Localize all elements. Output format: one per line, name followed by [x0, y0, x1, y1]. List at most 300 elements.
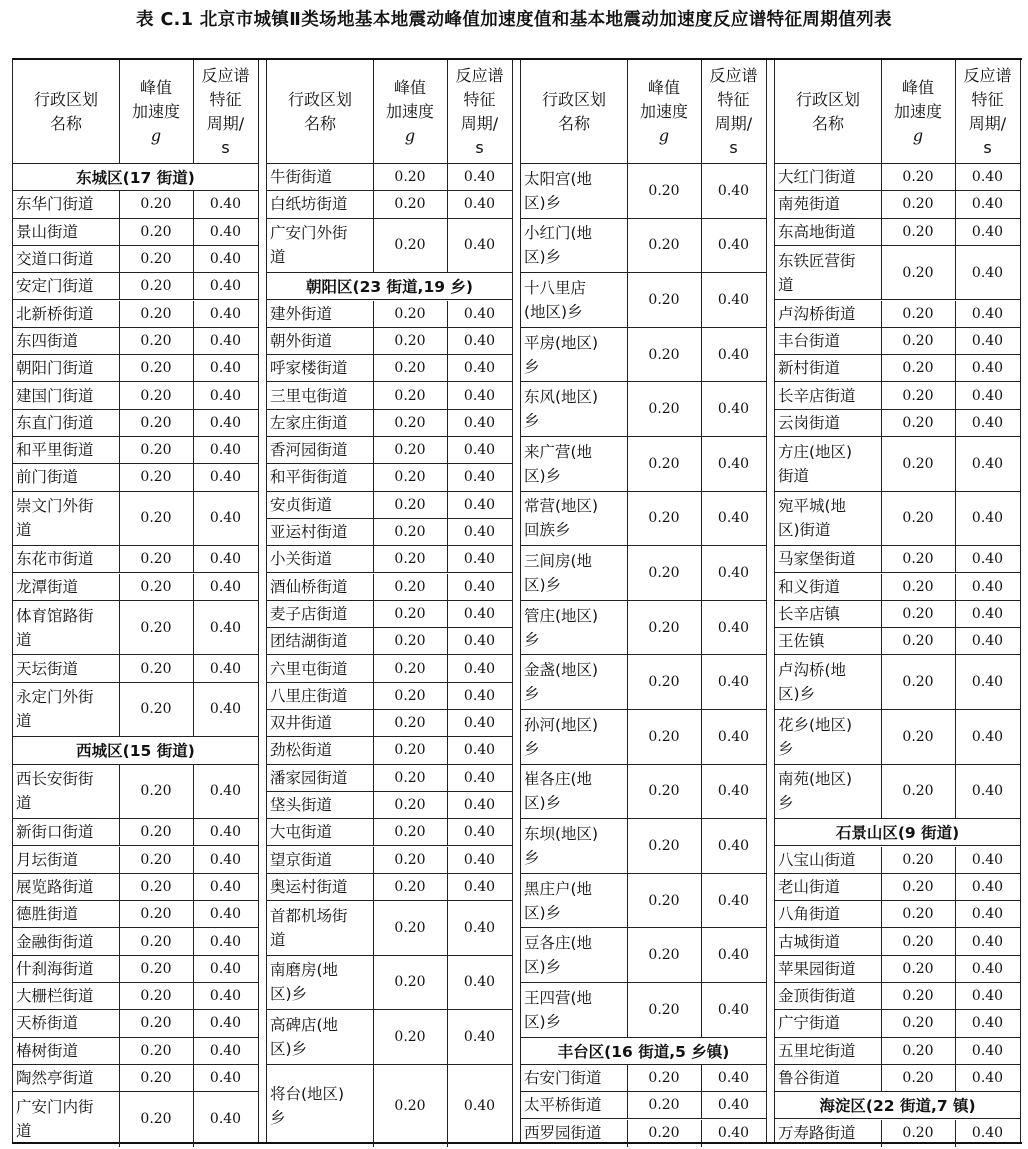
column-divider: [701, 164, 702, 218]
table-row: [775, 164, 1020, 191]
period-value: 0.40: [971, 960, 1004, 977]
column-divider: [701, 765, 702, 819]
column-divider: [119, 546, 120, 572]
region-name: 金顶街街道: [778, 987, 856, 1006]
header-pga-line: 峰值: [647, 78, 680, 97]
period-value: 0.40: [209, 906, 242, 923]
column-divider: [373, 655, 374, 681]
period-value: 0.40: [209, 933, 242, 950]
column-divider: [119, 819, 120, 845]
period-value: 0.40: [971, 906, 1004, 923]
region-name: 方庄(地区) 街道: [778, 442, 853, 485]
column-divider: [447, 683, 448, 709]
table-row: [267, 574, 512, 601]
period-value: 0.40: [209, 960, 242, 977]
region-name: 长辛店街道: [778, 386, 856, 405]
period-value: 0.40: [463, 237, 496, 254]
region-name: 麦子店街道: [270, 604, 348, 623]
table-row: [267, 737, 512, 764]
column-divider: [881, 574, 882, 600]
table-row: [267, 601, 512, 628]
column-divider: [447, 765, 448, 791]
pga-value: 0.20: [648, 619, 680, 636]
column-divider: [373, 710, 374, 736]
section-title: 朝阳区(23 街道,19 乡): [306, 278, 473, 297]
header-pga-line: 峰值: [393, 78, 426, 97]
region-name: 金融街街道: [16, 932, 94, 951]
region-name: 垡头街道: [270, 796, 333, 815]
pga-value: 0.20: [394, 442, 426, 459]
pga-value: 0.20: [394, 1097, 426, 1114]
pga-value: 0.20: [902, 223, 934, 240]
period-value: 0.40: [971, 674, 1004, 691]
header-period: [447, 60, 512, 164]
column-divider: [447, 655, 448, 681]
period-value: 0.40: [971, 988, 1004, 1005]
period-value: 0.40: [209, 1015, 242, 1032]
region-name: 老山街道: [778, 877, 841, 896]
column-divider: [627, 1120, 628, 1147]
period-value: 0.40: [971, 414, 1004, 431]
pga-value: 0.20: [648, 291, 680, 308]
table-row: [267, 164, 512, 191]
region-name: 六里屯街道: [270, 659, 348, 678]
pga-value: 0.20: [394, 633, 426, 650]
header-period-line: s: [729, 138, 738, 157]
region-name: 南苑街道: [778, 195, 841, 214]
header-pga: [373, 60, 447, 164]
header-pga: [881, 60, 955, 164]
column-divider: [701, 928, 702, 982]
column-divider: [193, 328, 194, 354]
column-divider: [881, 219, 882, 245]
column-divider: [373, 355, 374, 381]
header-name: [13, 60, 119, 164]
column-divider: [193, 983, 194, 1009]
column-divider: [119, 901, 120, 927]
column-divider: [881, 928, 882, 954]
column-divider: [119, 60, 120, 163]
column-divider: [119, 1010, 120, 1036]
period-value: 0.40: [971, 578, 1004, 595]
column-divider: [627, 382, 628, 436]
period-value: 0.40: [717, 674, 750, 691]
column-divider: [193, 874, 194, 900]
column-divider: [701, 60, 702, 163]
header-period: [193, 60, 258, 164]
table-row: [13, 574, 258, 601]
region-name: 朝外街道: [270, 331, 333, 350]
period-value: 0.40: [971, 878, 1004, 895]
table-row: [775, 874, 1020, 901]
region-name: 东高地街道: [778, 222, 856, 241]
column-divider: [447, 328, 448, 354]
pga-value: 0.20: [394, 414, 426, 431]
table-column: [266, 60, 513, 1142]
period-value: 0.40: [463, 524, 496, 541]
period-value: 0.40: [717, 1070, 750, 1087]
period-value: 0.40: [209, 701, 242, 718]
column-divider: [881, 437, 882, 491]
table-row: [13, 1038, 258, 1065]
column-divider: [447, 710, 448, 736]
region-name: 苹果园街道: [778, 959, 856, 978]
column-divider: [193, 1065, 194, 1091]
column-divider: [955, 1038, 956, 1064]
pga-value: 0.20: [140, 251, 172, 268]
region-name: 将台(地区) 乡: [270, 1084, 345, 1127]
column-divider: [701, 273, 702, 327]
table-row: [521, 492, 766, 547]
table-row: [775, 437, 1020, 492]
column-divider: [627, 1065, 628, 1091]
region-name: 马家堡街道: [778, 550, 856, 569]
region-name: 和平街街道: [270, 468, 348, 487]
section-title: 石景山区(9 街道): [835, 824, 960, 843]
pga-value: 0.20: [140, 960, 172, 977]
region-name: 八里庄街道: [270, 686, 348, 705]
pga-value: 0.20: [394, 387, 426, 404]
region-name: 望京街道: [270, 850, 333, 869]
pga-value: 0.20: [902, 851, 934, 868]
header-pga-line: g: [404, 126, 416, 145]
column-divider: [447, 792, 448, 818]
region-name: 高碑店(地 区)乡: [270, 1016, 339, 1059]
region-name: 交道口街道: [16, 250, 94, 269]
column-divider: [955, 847, 956, 873]
pga-value: 0.20: [648, 1001, 680, 1018]
period-value: 0.40: [717, 401, 750, 418]
pga-value: 0.20: [140, 1070, 172, 1087]
header-name: [267, 60, 373, 164]
pga-value: 0.20: [648, 510, 680, 527]
column-divider: [881, 301, 882, 327]
header-period-line: 反应谱: [963, 66, 1012, 85]
column-divider: [119, 928, 120, 954]
column-divider: [881, 1010, 882, 1036]
period-value: 0.40: [971, 264, 1004, 281]
table-row: [775, 246, 1020, 301]
column-divider: [447, 492, 448, 518]
table-row: [521, 765, 766, 820]
column-divider: [627, 219, 628, 273]
period-value: 0.40: [463, 332, 496, 349]
pga-value: 0.20: [394, 878, 426, 895]
period-value: 0.40: [209, 824, 242, 841]
region-name: 酒仙桥街道: [270, 577, 348, 596]
period-value: 0.40: [463, 919, 496, 936]
table-row: [267, 191, 512, 218]
period-value: 0.40: [463, 769, 496, 786]
region-name: 朝阳门街道: [16, 359, 94, 378]
column-header: [775, 60, 1020, 164]
table-column: [520, 60, 767, 1142]
header-pga-line: g: [912, 126, 924, 145]
region-name: 崔各庄(地 区)乡: [524, 770, 593, 813]
pga-value: 0.20: [902, 1015, 934, 1032]
pga-value: 0.20: [648, 455, 680, 472]
pga-value: 0.20: [140, 824, 172, 841]
pga-value: 0.20: [394, 824, 426, 841]
column-divider: [373, 628, 374, 654]
period-value: 0.40: [463, 551, 496, 568]
header-period: [701, 60, 766, 164]
period-value: 0.40: [209, 223, 242, 240]
pga-value: 0.20: [140, 305, 172, 322]
region-name: 建外街道: [270, 304, 333, 323]
period-value: 0.40: [971, 360, 1004, 377]
period-value: 0.40: [717, 510, 750, 527]
region-name: 丰台街道: [778, 331, 841, 350]
column-divider: [447, 1010, 448, 1064]
column-divider: [881, 601, 882, 627]
header-pga-line: g: [150, 126, 162, 145]
column-header: [521, 60, 766, 164]
column-divider: [627, 546, 628, 600]
column-divider: [955, 628, 956, 654]
period-value: 0.40: [209, 442, 242, 459]
table-row: [775, 847, 1020, 874]
region-name: 天桥街道: [16, 1014, 79, 1033]
table-row: [521, 1092, 766, 1119]
column-divider: [881, 628, 882, 654]
period-value: 0.40: [717, 455, 750, 472]
region-name: 东直门街道: [16, 413, 94, 432]
column-divider: [701, 710, 702, 764]
period-value: 0.40: [717, 182, 750, 199]
table-row: [13, 874, 258, 901]
period-value: 0.40: [463, 169, 496, 186]
table-row: [13, 956, 258, 983]
table-row: [13, 219, 258, 246]
header-pga-line: 峰值: [139, 78, 172, 97]
period-value: 0.40: [463, 878, 496, 895]
section-header-row: [521, 1038, 766, 1065]
pga-value: 0.20: [648, 783, 680, 800]
column-divider: [373, 765, 374, 791]
column-divider: [119, 601, 120, 655]
table-row: [267, 765, 512, 792]
region-name: 前门街道: [16, 468, 79, 487]
column-divider: [881, 874, 882, 900]
period-value: 0.40: [463, 633, 496, 650]
header-name-line: 名称: [557, 114, 590, 133]
pga-value: 0.20: [394, 305, 426, 322]
pga-value: 0.20: [902, 455, 934, 472]
pga-value: 0.20: [394, 797, 426, 814]
pga-value: 0.20: [648, 1125, 680, 1142]
column-divider: [373, 410, 374, 436]
table-row: [267, 355, 512, 382]
column-divider: [627, 983, 628, 1037]
period-value: 0.40: [971, 305, 1004, 322]
table-row: [13, 464, 258, 491]
table-row: [267, 464, 512, 491]
column-divider: [373, 737, 374, 763]
period-value: 0.40: [463, 578, 496, 595]
column-divider: [955, 355, 956, 381]
header-period-line: s: [983, 138, 992, 157]
pga-value: 0.20: [902, 196, 934, 213]
column-divider: [373, 164, 374, 190]
header-name-line: 名称: [49, 114, 82, 133]
column-divider: [627, 655, 628, 709]
column-divider: [373, 60, 374, 163]
region-name: 平房(地区) 乡: [524, 333, 599, 376]
region-name: 花乡(地区) 乡: [778, 715, 853, 758]
column-divider: [193, 382, 194, 408]
column-divider: [447, 1065, 448, 1147]
table-row: [521, 328, 766, 383]
column-divider: [955, 191, 956, 217]
header-pga: [119, 60, 193, 164]
table-row: [267, 410, 512, 437]
column-divider: [447, 874, 448, 900]
column-divider: [119, 655, 120, 681]
pga-value: 0.20: [140, 878, 172, 895]
column-divider: [955, 710, 956, 764]
pga-value: 0.20: [902, 1070, 934, 1087]
column-divider: [193, 464, 194, 490]
column-divider: [119, 382, 120, 408]
pga-value: 0.20: [394, 605, 426, 622]
table-row: [267, 519, 512, 546]
region-name: 月坛街道: [16, 850, 79, 869]
column-divider: [955, 164, 956, 190]
pga-value: 0.20: [902, 960, 934, 977]
table-row: [13, 301, 258, 328]
table-row: [267, 956, 512, 1011]
table-row: [775, 710, 1020, 765]
table-row: [775, 492, 1020, 547]
header-period-line: s: [475, 138, 484, 157]
pga-value: 0.20: [140, 551, 172, 568]
pga-value: 0.20: [648, 728, 680, 745]
header-period-line: 周期/: [714, 114, 753, 133]
pga-value: 0.20: [648, 674, 680, 691]
pga-value: 0.20: [394, 360, 426, 377]
pga-value: 0.20: [394, 1029, 426, 1046]
column-divider: [701, 328, 702, 382]
table-row: [13, 847, 258, 874]
pga-value: 0.20: [648, 182, 680, 199]
pga-value: 0.20: [140, 387, 172, 404]
period-value: 0.40: [463, 387, 496, 404]
region-name: 太阳宫(地 区)乡: [524, 169, 593, 212]
region-name: 太平桥街道: [524, 1096, 602, 1115]
column-divider: [447, 574, 448, 600]
column-divider: [881, 710, 882, 764]
column-divider: [447, 628, 448, 654]
region-name: 十八里店 (地区)乡: [524, 278, 587, 321]
pga-value: 0.20: [140, 851, 172, 868]
pga-value: 0.20: [648, 1070, 680, 1087]
region-name: 和平里街道: [16, 441, 94, 460]
column-divider: [447, 737, 448, 763]
pga-value: 0.20: [140, 196, 172, 213]
column-divider: [955, 1065, 956, 1091]
period-value: 0.40: [463, 824, 496, 841]
period-value: 0.40: [971, 387, 1004, 404]
region-name: 卢沟桥街道: [778, 304, 856, 323]
column-divider: [193, 655, 194, 681]
pga-value: 0.20: [394, 851, 426, 868]
table-row: [13, 246, 258, 273]
column-divider: [881, 492, 882, 546]
region-name: 体育馆路街 道: [16, 606, 94, 649]
column-divider: [881, 956, 882, 982]
table-row: [267, 492, 512, 519]
period-value: 0.40: [717, 237, 750, 254]
column-divider: [373, 574, 374, 600]
column-divider: [881, 246, 882, 300]
column-divider: [119, 355, 120, 381]
column-divider: [701, 492, 702, 546]
column-header: [13, 60, 258, 164]
region-name: 广安门外街 道: [270, 224, 348, 267]
table-row: [521, 983, 766, 1038]
table-row: [775, 655, 1020, 710]
table-row: [13, 437, 258, 464]
pga-value: 0.20: [902, 414, 934, 431]
region-name: 西长安街街 道: [16, 770, 94, 813]
header-name-line: 名称: [303, 114, 336, 133]
region-name: 云岗街道: [778, 413, 841, 432]
period-value: 0.40: [209, 278, 242, 295]
region-name: 呼家楼街道: [270, 359, 348, 378]
column-divider: [447, 410, 448, 436]
pga-value: 0.20: [140, 906, 172, 923]
column-divider: [193, 246, 194, 272]
pga-value: 0.20: [394, 578, 426, 595]
column-divider: [193, 683, 194, 737]
table-row: [267, 382, 512, 409]
table-row: [521, 273, 766, 328]
column-divider: [881, 546, 882, 572]
region-name: 大屯街道: [270, 823, 333, 842]
table-row: [267, 819, 512, 846]
pga-value: 0.20: [140, 414, 172, 431]
column-divider: [119, 464, 120, 490]
pga-value: 0.20: [394, 687, 426, 704]
period-value: 0.40: [209, 360, 242, 377]
region-name: 管庄(地区) 乡: [524, 606, 599, 649]
column-divider: [193, 410, 194, 436]
region-name: 德胜街道: [16, 905, 79, 924]
section-title: 丰台区(16 街道,5 乡镇): [557, 1042, 730, 1061]
pga-value: 0.20: [902, 305, 934, 322]
period-value: 0.40: [209, 251, 242, 268]
column-divider: [193, 601, 194, 655]
region-name: 宛平城(地 区)街道: [778, 497, 847, 540]
pga-value: 0.20: [394, 551, 426, 568]
pga-value: 0.20: [140, 442, 172, 459]
pga-value: 0.20: [140, 469, 172, 486]
region-name: 八宝山街道: [778, 850, 856, 869]
region-name: 北新桥街道: [16, 304, 94, 323]
column-divider: [955, 60, 956, 163]
table-row: [775, 901, 1020, 928]
period-value: 0.40: [463, 797, 496, 814]
header-pga-line: 加速度: [131, 102, 180, 121]
period-value: 0.40: [209, 1070, 242, 1087]
table-row: [521, 874, 766, 929]
column-divider: [881, 847, 882, 873]
region-name: 小关街道: [270, 550, 333, 569]
section-title: 西城区(15 街道): [76, 742, 195, 761]
table-row: [13, 928, 258, 955]
column-divider: [193, 574, 194, 600]
